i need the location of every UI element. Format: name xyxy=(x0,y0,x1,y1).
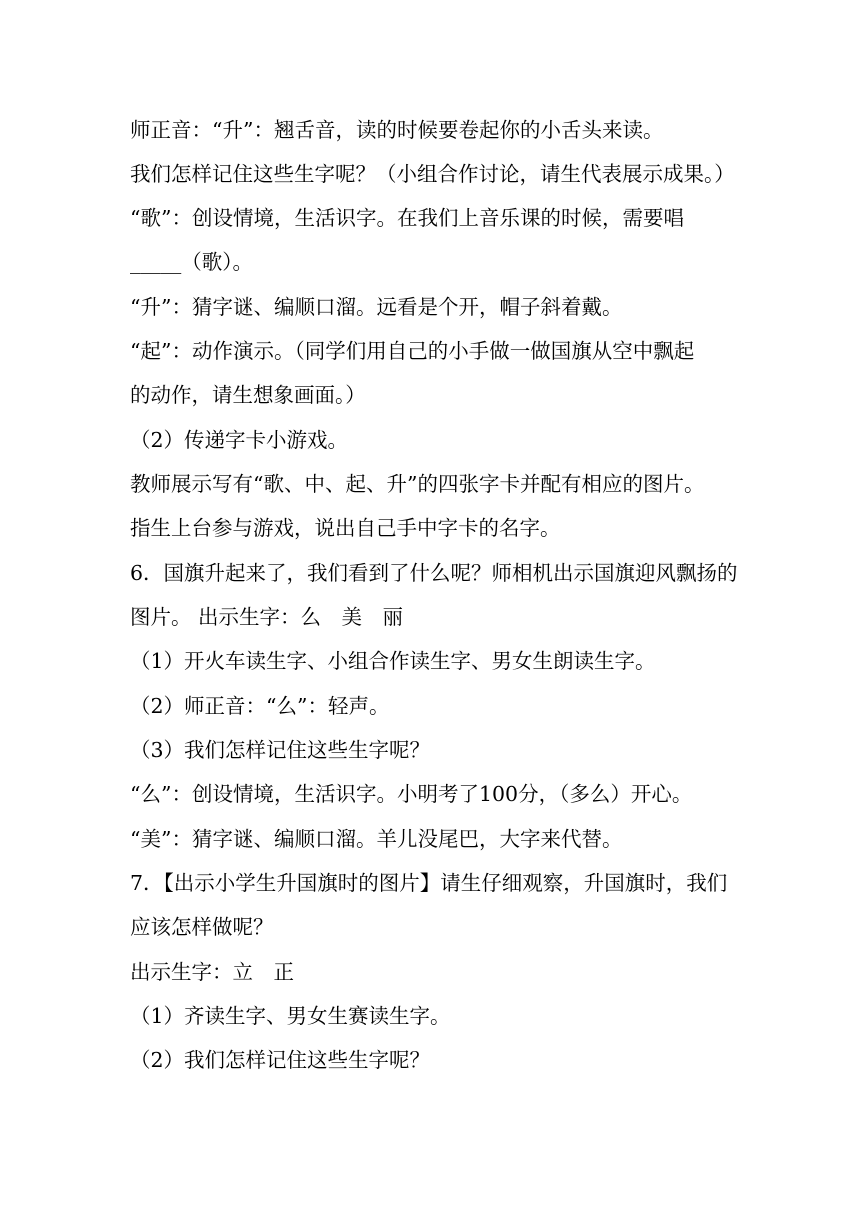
text-line: 7．【出示小学生升国旗时的图片】请生仔细观察，升国旗时，我们 xyxy=(130,871,728,895)
text-line: “升”：猜字谜、编顺口溜。远看是个开，帽子斜着戴。 xyxy=(130,295,623,319)
text-line: （2）师正音：“么”：轻声。 xyxy=(130,694,390,718)
text-line: “美”：猜字谜、编顺口溜。羊儿没尾巴，大字来代替。 xyxy=(130,827,623,851)
text-line: 指生上台参与游戏，说出自己手中字卡的名字。 xyxy=(130,516,561,540)
text-line: （3）我们怎样记住这些生字呢？ xyxy=(130,738,431,762)
text-line: 师正音：“升”：翘舌音，读的时候要卷起你的小舌头来读。 xyxy=(130,118,664,142)
text-line: 我们怎样记住这些生字呢？（小组合作讨论，请生代表展示成果。） xyxy=(130,162,735,186)
text-line: “么”：创设情境，生活识字。小明考了100分，（多么）开心。 xyxy=(130,782,693,806)
text-line: （1）开火车读生字、小组合作读生字、男女生朗读生字。 xyxy=(130,649,656,673)
text-line: _____（歌）。 xyxy=(130,250,253,274)
text-line: 教师展示写有“歌、中、起、升”的四张字卡并配有相应的图片。 xyxy=(130,472,705,496)
text-line: 应该怎样做呢？ xyxy=(130,915,274,939)
text-line: 的动作，请生想象画面。） xyxy=(130,383,366,407)
text-line: （2）我们怎样记住这些生字呢？ xyxy=(130,1048,431,1072)
text-line: 图片。 出示生字：么 美 丽 xyxy=(130,605,404,629)
text-line: 6．国旗升起来了，我们看到了什么呢？师相机出示国旗迎风飘扬的 xyxy=(130,561,738,585)
text-line: （1）齐读生字、男女生赛读生字。 xyxy=(130,1004,451,1028)
text-line: “歌”：创设情境，生活识字。在我们上音乐课的时候，需要唱 xyxy=(130,206,684,230)
text-line: （2）传递字卡小游戏。 xyxy=(130,428,349,452)
text-line: “起”：动作演示。（同学们用自己的小手做一做国旗从空中飘起 xyxy=(130,339,695,363)
text-line: 出示生字：立 正 xyxy=(130,960,294,984)
